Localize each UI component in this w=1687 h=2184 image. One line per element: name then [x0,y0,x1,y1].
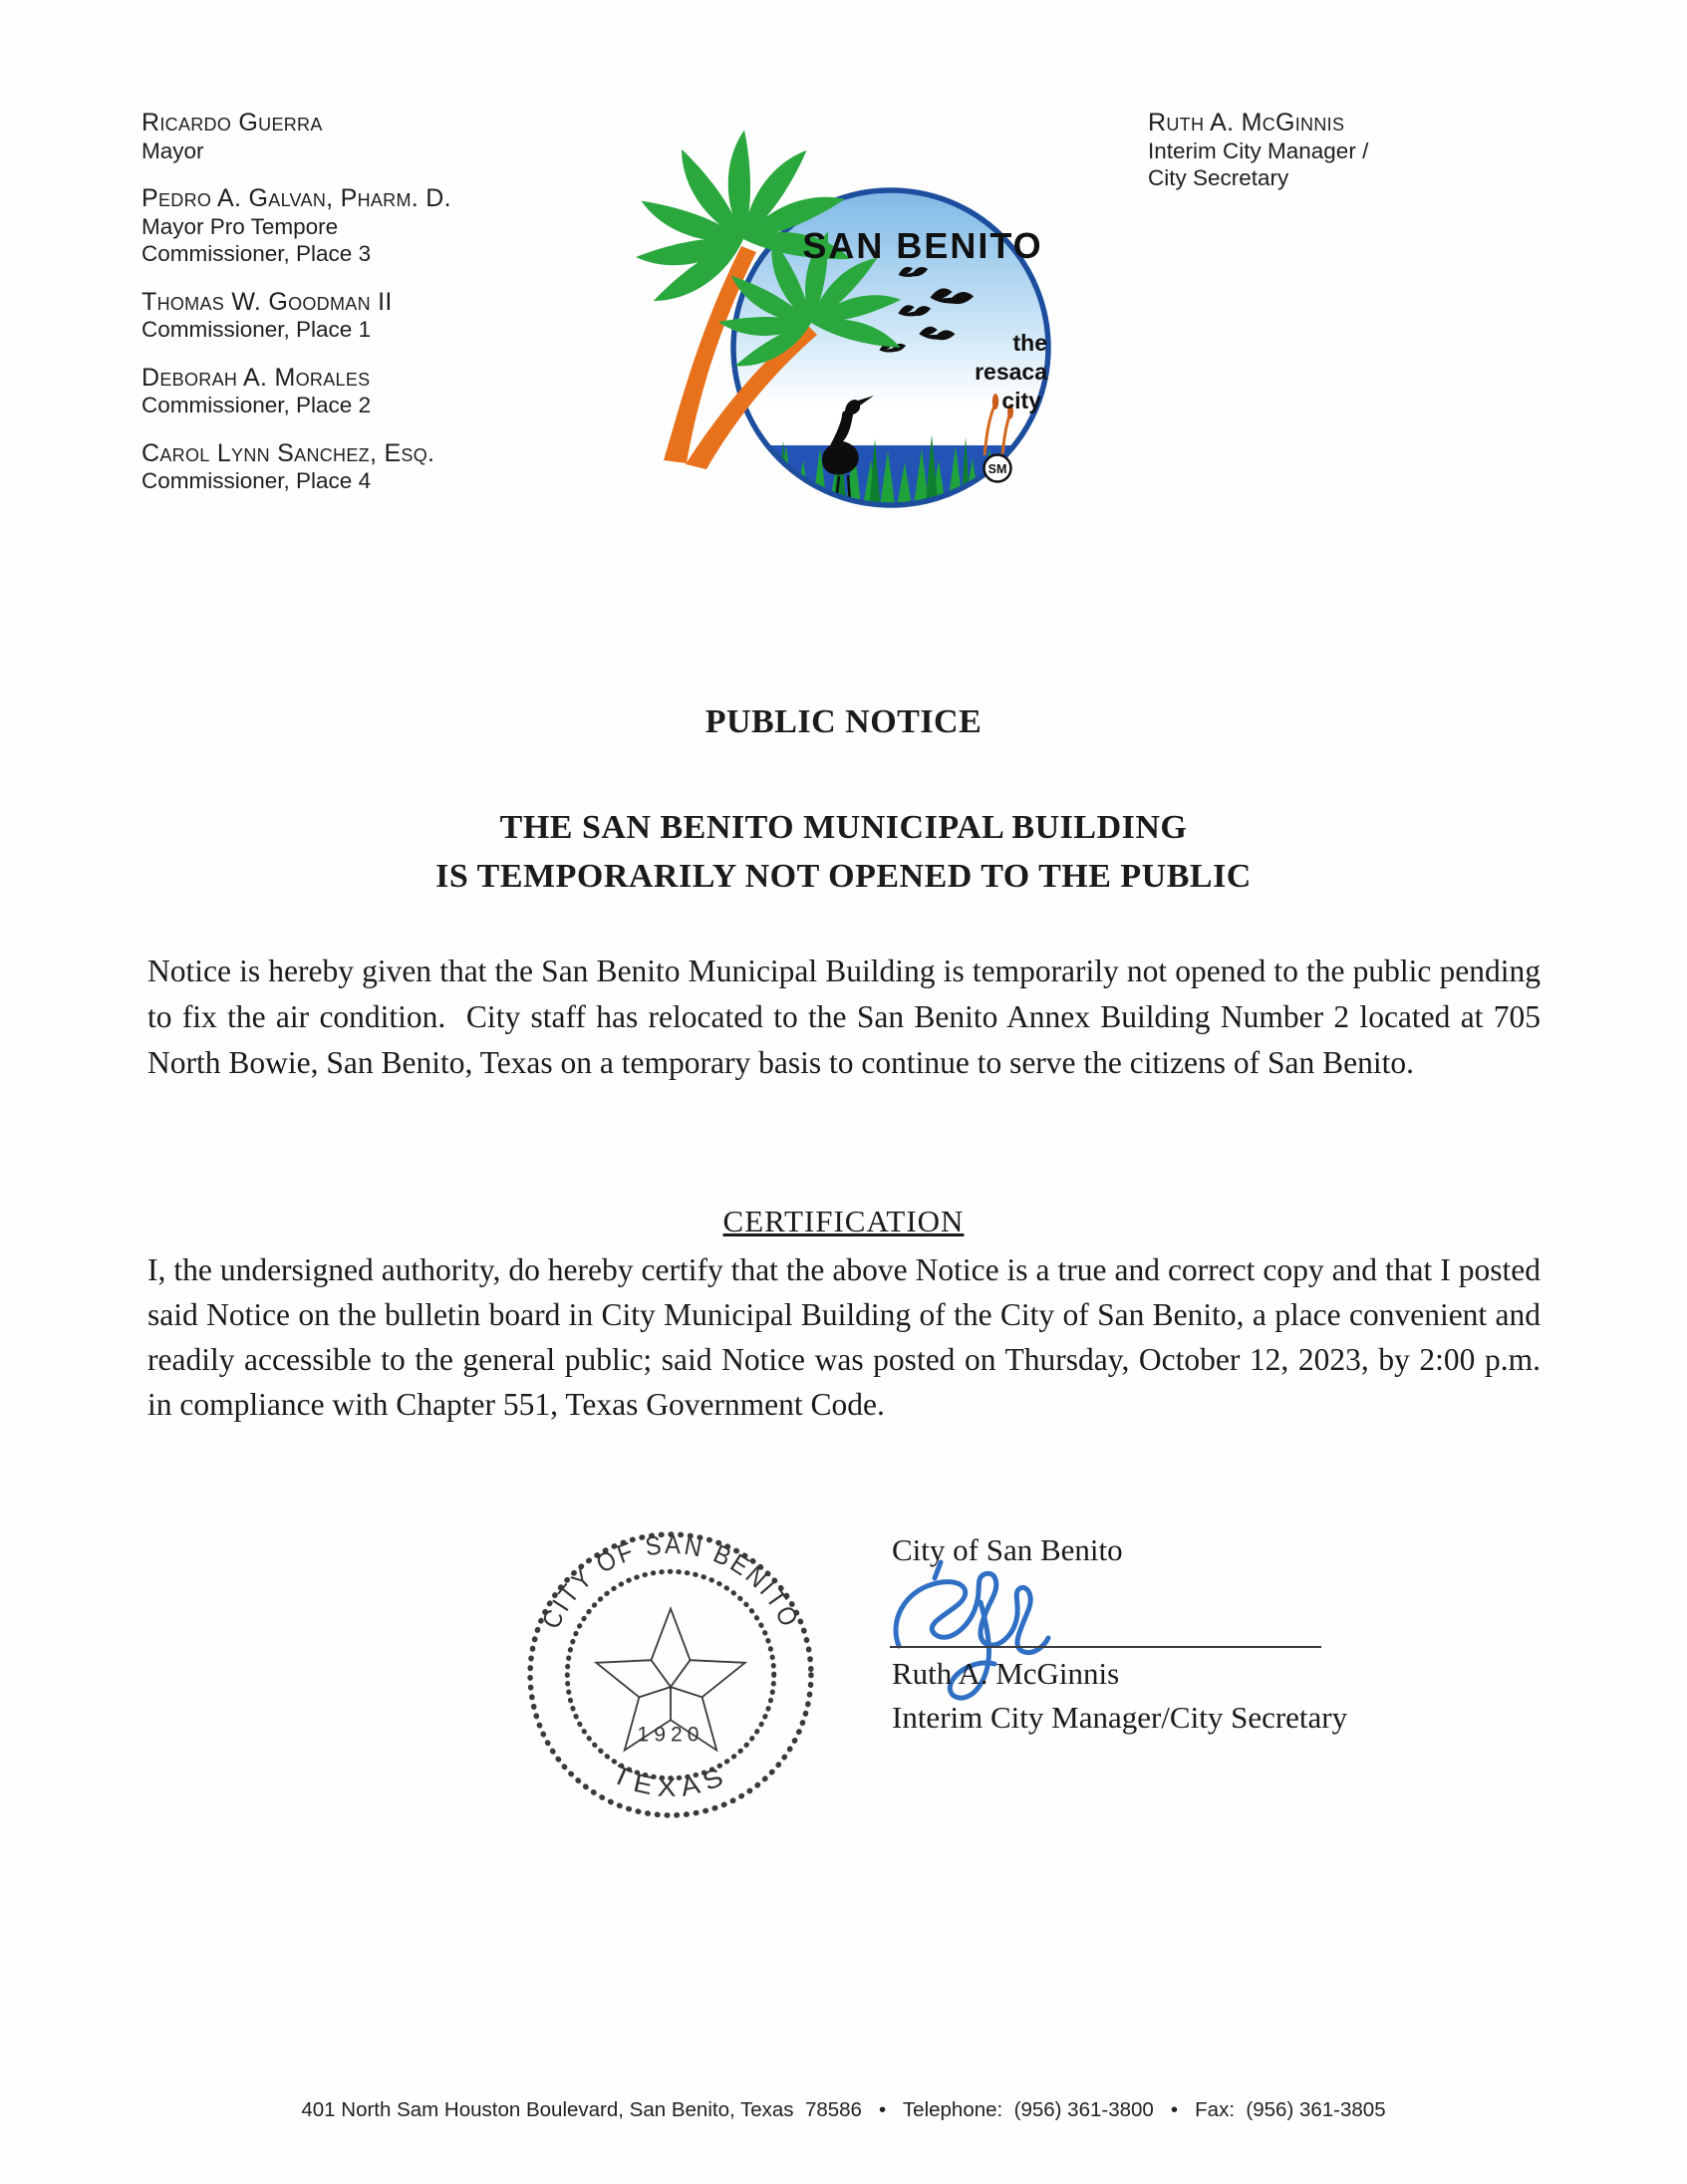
official-title: City Secretary [1148,165,1289,190]
page-title: PUBLIC NOTICE [704,703,983,740]
notice-headline-line1: THE SAN BENITO MUNICIPAL BUILDING [499,809,1188,846]
service-mark-text: SM [987,462,1007,476]
svg-text:TEXAS [608,1759,733,1801]
signature-organization: City of San Benito [892,1532,1123,1567]
certification-paragraph: I, the undersigned authority, do hereby certify that the above Notice is a true and correct copy and that I posted said Notice on the bulletin board in City Municipal Building of the City of San Benito, a place convenient and readily accessible to the general public; said Notice was posted on Thursday, October 12, 2023, by 2:00 p.m. in compliance with Chapter 551, Texas Government Code. [147,1252,1548,1422]
official-name: Deborah A. Morales [141,363,371,392]
official-entry [1148,110,1566,192]
official-title: Mayor [141,137,204,163]
officials-list-right [1148,110,1566,213]
official-entry [141,440,620,495]
seal-top-text: CITY OF SAN BENITO [535,1528,807,1636]
notice-headline-line2: IS TEMPORARILY NOT OPENED TO THE PUBLIC [435,858,1252,895]
official-entry [141,365,620,419]
seal-year: 1920 [637,1723,704,1747]
city-seal [520,1524,821,1825]
logo-tagline-line: city [1001,388,1041,413]
seal-bottom-text: TEXAS [608,1759,732,1802]
official-entry [141,289,620,344]
seal-inner-dotted-ring [567,1571,773,1777]
official-name: Ruth A. McGinnis [1148,109,1345,136]
official-title: Commissioner, Place 3 [141,241,372,266]
signatory-title: Interim City Manager/City Secretary [892,1700,1348,1735]
official-name: Ricardo Guerra [141,109,323,136]
official-title: Commissioner, Place 2 [141,393,372,417]
san-benito-city-logo [594,112,1074,542]
logo-city-name: SAN BENITO [802,225,1043,266]
official-title: Interim City Manager / [1148,137,1369,163]
svg-text:CITY OF SAN BENITO [535,1528,807,1636]
cattail-head [992,394,998,410]
footer-contact-info: 401 North Sam Houston Boulevard, San Benito, Texas 78586 • Telephone: (956) 361-3800 • Fax: (956) 361-3805 [301,2098,1386,2121]
logo-tagline-line: resaca [975,359,1047,385]
official-title: Commissioner, Place 4 [141,468,372,493]
official-name: Thomas W. Goodman II [141,287,393,316]
official-entry [141,185,620,268]
official-title: Mayor Pro Tempore [141,213,339,239]
official-name: Carol Lynn Sanchez, Esq. [141,438,435,467]
handwritten-signature [881,1550,1085,1720]
official-title: Commissioner, Place 1 [141,317,372,342]
logo-tagline-line: the [1012,330,1047,356]
city-logo-graphic [594,112,1074,542]
certification-heading: CERTIFICATION [722,1204,965,1238]
signatory-name: Ruth A. McGinnis [892,1656,1120,1691]
official-entry [141,110,620,164]
official-name: Pedro A. Galvan, Pharm. D. [141,184,451,212]
officials-list-left [141,110,620,516]
notice-headline [0,803,1687,901]
city-seal-graphic [520,1524,821,1825]
signature-line [890,1646,1321,1648]
notice-body-paragraph: Notice is hereby given that the San Benito Municipal Building is temporarily not opened to the public pending to fix the air condition. City staff has relocated to the San Benito Annex Building Number 2 located at 705 North Bowie, San Benito, Texas on a temporary basis to continue to serve the citizens of San Benito. [147,954,1548,1080]
